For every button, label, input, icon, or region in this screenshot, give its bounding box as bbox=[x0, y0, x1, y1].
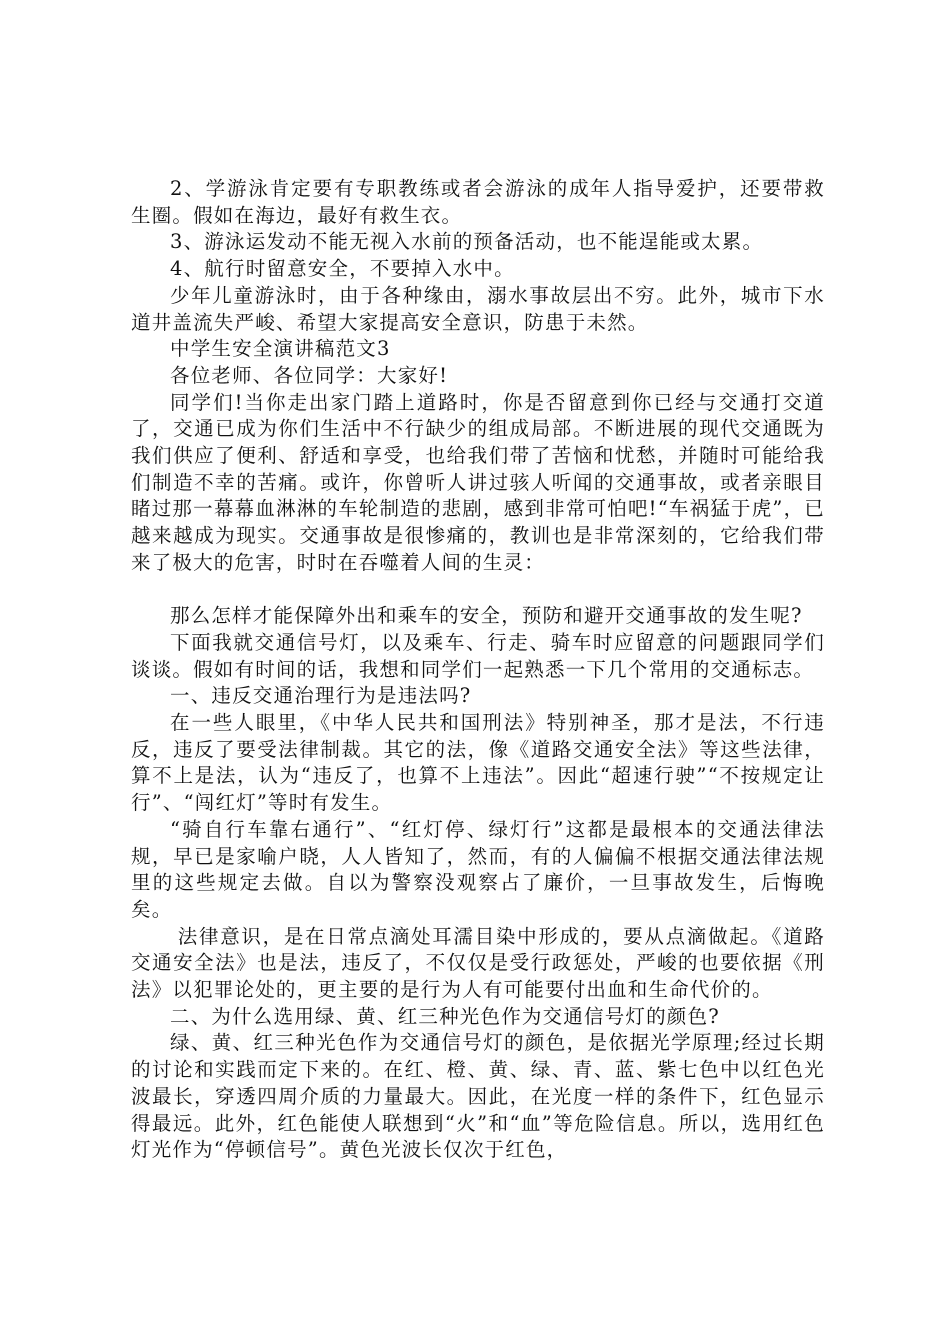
paragraph-how-to-stay-safe: 那么怎样才能保障外出和乘车的安全，预防和避开交通事故的发生呢? bbox=[170, 604, 803, 628]
paragraph-swim-coach: 2、学游泳肯定要有专职教练或者会游泳的成年人指导爱护，还要带救生圈。假如在海边，最好有救生衣。 bbox=[131, 177, 825, 227]
heading-signal-colors-question: 二、为什么选用绿、黄、红三种光色作为交通信号灯的颜色? bbox=[170, 1004, 720, 1028]
document-body bbox=[131, 176, 825, 1164]
paragraph-warmup: 3、游泳运发动不能无视入水前的预备活动，也不能逞能或太累。 bbox=[170, 230, 764, 254]
paragraph-greeting: 各位老师、各位同学：大家好! bbox=[170, 363, 449, 387]
section-title-speech-3: 中学生安全演讲稿范文3 bbox=[170, 337, 391, 361]
paragraph-legal-awareness: 法律意识，是在日常点滴处耳濡目染中形成的，要从点滴做起。《道路交通安全法》也是法，违反了，不仅仅是受行政惩处，严峻的也要依据《刑法》以犯罪论处的，更主要的是行为人有可能要付出血和生命代价的。 bbox=[131, 924, 825, 1002]
paragraph-boating-safety: 4、航行时留意安全，不要掉入水中。 bbox=[170, 257, 515, 281]
paragraph-criminal-law: 在一些人眼里，《中华人民共和国刑法》特别神圣，那才是法，不行违反，违反了要受法律制裁。其它的法，像《道路交通安全法》等这些法律，算不上是法，认为“违反了，也算不上违法”。因此“超速行驶”“不按规定让行”、“闯红灯”等时有发生。 bbox=[131, 711, 825, 815]
paragraph-signal-colors-explanation: 绿、黄、红三种光色作为交通信号灯的颜色，是依据光学原理;经过长期的讨论和实践而定下来的。在红、橙、黄、绿、青、蓝、紫七色中以红色光波最长，穿透四周介质的力量最大。因此，在光度一样的条件下，红色显示得最远。此外，红色能使人联想到“火”和“血”等危险信息。所以，选用红色灯光作为“停顿信号”。黄色光波长仅次于红色， bbox=[131, 1031, 825, 1162]
heading-violation-question: 一、违反交通治理行为是违法吗? bbox=[170, 684, 472, 708]
blank-line bbox=[131, 577, 825, 604]
paragraph-basic-rules: “骑自行车靠右通行”、“红灯停、绿灯行”这都是最根本的交通法律法规，早已是家喻户晓，人人皆知了，然而，有的人偏偏不根据交通法律法规里的这些规定去做。自以为警察没观察占了廉价，一旦事故发生，后悔晚矣。 bbox=[131, 817, 825, 921]
paragraph-traffic-lights-topic: 下面我就交通信号灯，以及乘车、行走、骑车时应留意的问题跟同学们谈谈。假如有时间的话，我想和同学们一起熟悉一下几个常用的交通标志。 bbox=[131, 630, 825, 681]
paragraph-drowning-summary: 少年儿童游泳时，由于各种缘由，溺水事故层出不穷。此外，城市下水道井盖流失严峻、希望大家提高安全意识，防患于未然。 bbox=[131, 283, 825, 334]
paragraph-traffic-intro: 同学们!当你走出家门踏上道路时，你是否留意到你已经与交通打交道了，交通已成为你们生活中不行缺少的组成局部。不断进展的现代交通既为我们供应了便利、舒适和享受，也给我们带了苦恼和忧愁，并随时可能给我们制造不幸的苦痛。或许，你曾听人讲过骇人听闻的交通事故，或者亲眼目睹过那一幕幕血淋淋的车轮制造的悲剧，感到非常可怕吧!“车祸猛于虎”，已越来越成为现实。交通事故是很惨痛的，教训也是非常深刻的，它给我们带来了极大的危害，时时在吞噬着人间的生灵： bbox=[131, 390, 825, 574]
